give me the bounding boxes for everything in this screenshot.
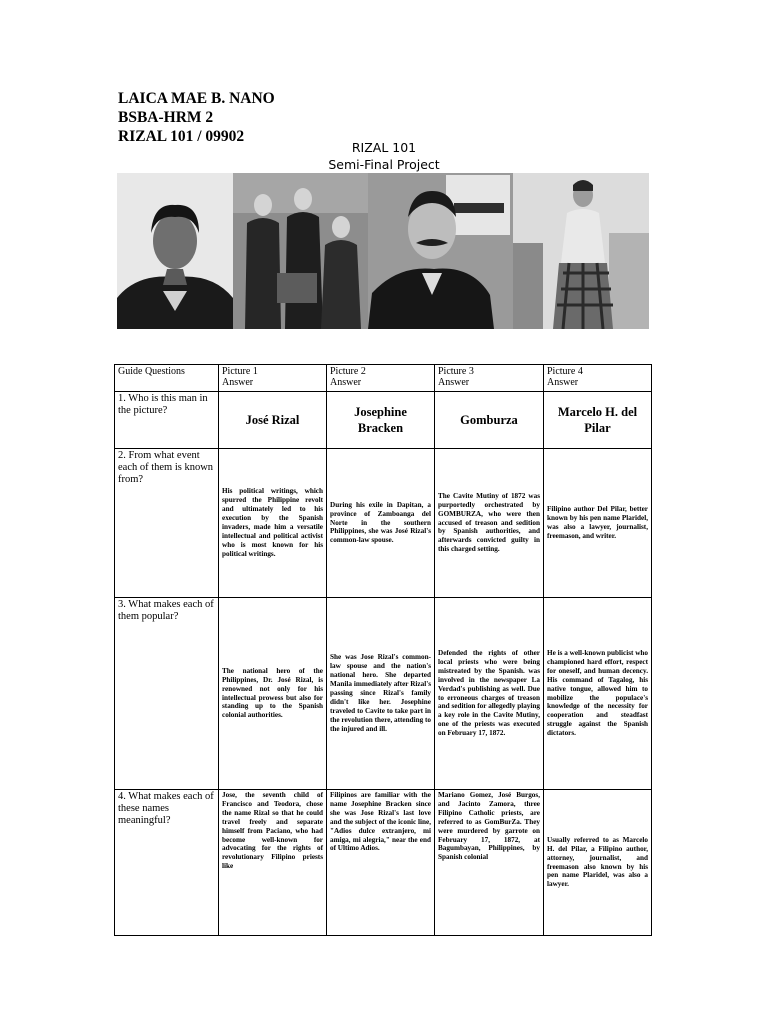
photo-collage (117, 173, 649, 329)
header-guide-questions: Guide Questions (115, 365, 219, 392)
answer-cell: Josephine Bracken (327, 392, 435, 449)
answer-cell: During his exile in Dapitan, a province of Zamboanga del Norte in the southern Philippines, she was José Rizal's common-law spouse. (327, 449, 435, 598)
answer-cell: Mariano Gomez, José Burgos, and Jacinto Zamora, three Filipino Catholic priests, are referred to as GomBurZa. They were murdered by garrote on February 17, 1872, at Bagumbayan, Philippines, by Spanish colonial (435, 790, 544, 936)
answer-cell: The national hero of the Philippines, Dr. José Rizal, is renowned not only for his intellectual prowess but also for standing up to the Spanish colonial authorities. (219, 598, 327, 790)
document-title: RIZAL 101 (351, 140, 417, 155)
question-cell: 1. Who is this man in the picture? (115, 392, 219, 449)
answer-cell: Usually referred to as Marcelo H. del Pilar, a Filipino author, attorney, journalist, and freemason also known by his pen name Plaridel, was also a lawyer. (544, 790, 652, 936)
answer-cell: Marcelo H. del Pilar (544, 392, 652, 449)
header-picture-1: Picture 1 Answer (219, 365, 327, 392)
question-cell: 2. From what event each of them is known from? (115, 449, 219, 598)
photo-group (233, 173, 368, 329)
answer-cell: Jose, the seventh child of Francisco and Teodora, chose the name Rizal so that he could travel freely and separate himself from Paciano, who had become well-known for advocating for the rights of revolutionary Filipino priests like (219, 790, 327, 936)
answer-cell: José Rizal (219, 392, 327, 449)
answer-cell: Filipino author Del Pilar, better known by his pen name Plaridel, was also a lawyer, journalist, freemason, and writer. (544, 449, 652, 598)
table-header-row (115, 365, 652, 392)
answer-cell: He is a well-known publicist who championed hard effort, respect for oneself, and human decency. His command of Tagalog, his native tongue, allowed him to mobilize the populace's knowledge of the necessity for cooperation and steadfast struggle against the Spanish dictators. (544, 598, 652, 790)
student-course: BSBA-HRM 2 (118, 109, 214, 126)
answer-cell: Gomburza (435, 392, 544, 449)
student-name: LAICA MAE B. NANO (118, 90, 275, 107)
table-row (115, 790, 652, 936)
document-subtitle: Semi-Final Project (328, 157, 440, 172)
answer-cell: Defended the rights of other local priests who were being mistreated by the Spanish. was involved in the newspaper La Verdad's publishing as well. Due to erroneous charges of treason and sedition for allegedly playing a key role in the Cavite Mutiny, one of the priests was executed on February 17, 1872. (435, 598, 544, 790)
photo-woman (513, 173, 649, 329)
answer-cell: She was Jose Rizal's common-law spouse and the nation's national hero. She departed Manila immediately after Rizal's passing since Rizal's family didn't like her. Josephine traveled to Cavite to take part in the revolution there, attending to the injured and ill. (327, 598, 435, 790)
header-picture-3: Picture 3 Answer (435, 365, 544, 392)
table-row (115, 598, 652, 790)
answer-cell: His political writings, which spurred the Philippine revolt and ultimately led to his execution by the Spanish invaders, made him a versatile intellectual and political activist who is most known for his political writings. (219, 449, 327, 598)
answer-cell: The Cavite Mutiny of 1872 was purportedly orchestrated by GOMBURZA, who were then accused of treason and sedition by Spanish authorities, and afterwards convicted guilty in this charged setting. (435, 449, 544, 598)
table-row (115, 449, 652, 598)
header-picture-2: Picture 2 Answer (327, 365, 435, 392)
question-cell: 4. What makes each of these names meaningful? (115, 790, 219, 936)
table-row (115, 392, 652, 449)
answer-cell: Filipinos are familiar with the name Josephine Bracken since she was Jose Rizal's last love and the subject of the iconic line, "Adios dulce extranjero, mi amiga, mi alegria," near the end of Ultimo Adios. (327, 790, 435, 936)
guide-questions-table (114, 364, 652, 936)
header-picture-4: Picture 4 Answer (544, 365, 652, 392)
photo-newspaper-man (368, 173, 513, 329)
subject-code: RIZAL 101 / 09902 (118, 128, 245, 145)
question-cell: 3. What makes each of them popular? (115, 598, 219, 790)
photo-jose-rizal (117, 173, 233, 329)
